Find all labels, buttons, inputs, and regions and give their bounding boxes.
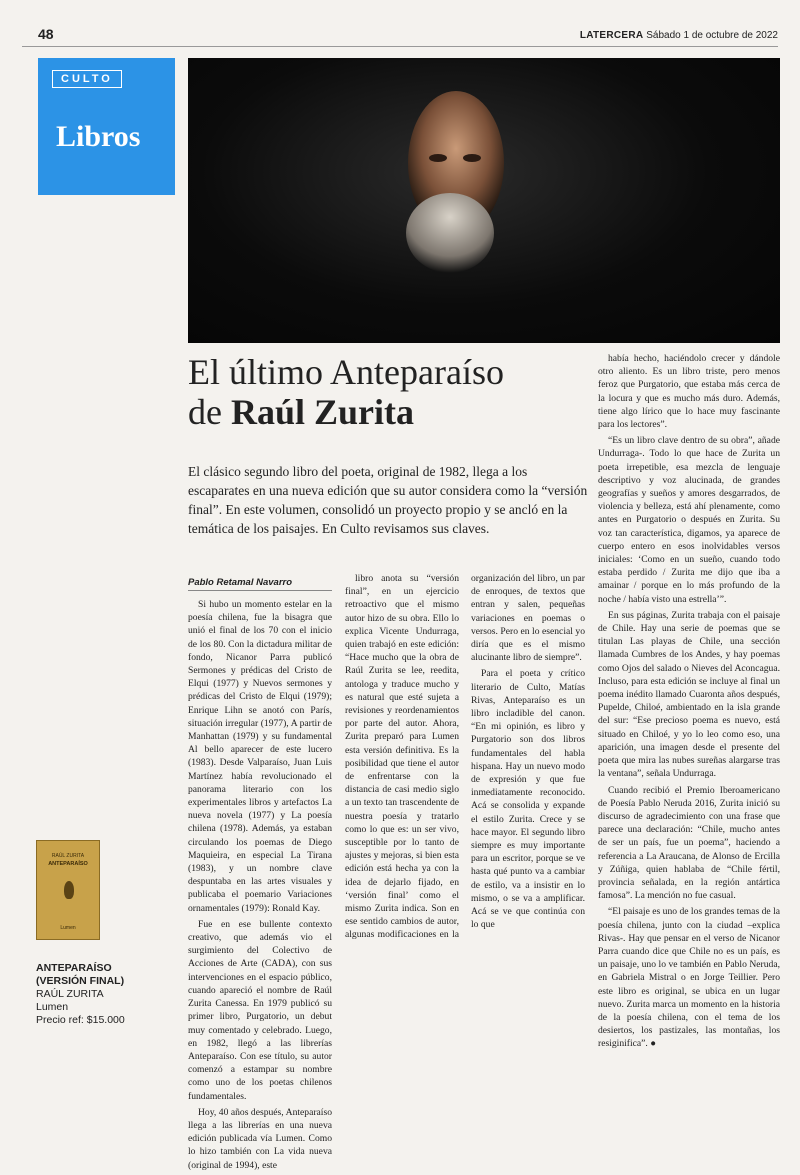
article-column-1 [188, 598, 332, 1175]
headline [188, 352, 588, 432]
portrait-illustration [188, 58, 780, 343]
headline-line2-prefix: de [188, 392, 231, 432]
book-title: ANTEPARAÍSO [36, 962, 112, 974]
masthead-brand: LATERCERA [579, 30, 644, 41]
book-cover-image [36, 840, 100, 940]
section-title: Libros [56, 120, 141, 153]
book-cover-title: ANTEPARAÍSO [48, 861, 88, 867]
book-cover-author: RAÚL ZURITA [51, 853, 85, 859]
book-cover-ornament-icon [64, 881, 74, 899]
article-column-3 [598, 352, 780, 1054]
paragraph: “Es un libro clave dentro de su obra”, añade Undurraga-. Todo lo que hace de Zurita un poeta irrepetible, esa mezcla de lenguaje descriptivo y voz alucinada, de grandes geografías y sueños y amores desgarrados, de violencia y belleza, está ahí plenamente, como antes en Purgatorio o después en Zurita. Su voz tan característica, digamos, ya aparece de cuerpo entero en esos inolvidables versos iniciales: ‘Como en un sueño, cuando todo estaba perdido / Zurita me dijo que iba a amainar / porque en lo más profundo de la noche / había visto una estrella’”. [598, 435, 780, 605]
byline-rule [188, 590, 332, 591]
paragraph: Hoy, 40 años después, Anteparaíso llega a las librerías en una nueva edición publicada vía Lumen. Como lo hizo también con La vida nueva (original de 1994), este [188, 1106, 332, 1171]
paragraph: Para el poeta y crítico literario de Culto, Matías Rivas, Anteparaíso es un libro incladible del canon. “En mi opinión, es libro y Purgatorio son dos libros fundamentales del habla hispana. Hay un nuevo modo de expresión y que fue inmediatamente reconocido. Acá se consolida y expande el estilo Zurita. Crece y se hace mayor. El segundo libro siempre es muy importante para un escritor, porque se ve hasta qué punto va a cambiar de estilo, va a insistir en lo mismo, o se va a amplificar. Acá se ve que continúa con lo que [471, 668, 585, 931]
paragraph: En sus páginas, Zurita trabaja con el paisaje de Chile. Hay una serie de poemas que se titulan Las playas de Chile, una sección llamada Cumbres de los Andes, y hay poemas como Ojos del salado o Nieves del Aconcagua. Incluso, para esta edición se incluye al final un poema inédito llamado Cuaronta años después, Pupelde, Chiloé, ambientado en la isla grande del sur: “Ese precioso poema es nuevo, está situado en Chiloé, y yo lo leo como eso, una aparición, una imagen desde el presente del poeta que mira las nubes sureñas alargarse tras la ventana”, señala Undurraga. [598, 609, 780, 780]
paragraph: Si hubo un momento estelar en la poesía chilena, fue la bisagra que unió el final de los 70 con el inicio de los 80. Con la dictadura militar de fondo, Nicanor Parra publicó Sermones y prédicas del Cristo de Elqui (1977) y Nuevos sermones y prédicas del Cristo de Elqui (1979); Enrique Lihn se anotó con París, situación irregular (1977), A partir de Manhattan (1979) y su fundamental Al bello aparecer de este lucero (1983). Desde Valparaíso, Juan Luis Martínez había revolucionado el panorama literario con los experimentales libros y artefactos La nueva novela (1977) y La poesía chilena (1978). Además, ya estaban circulando los poemas de Diego Maquieira, en especial La Tirana (1983), y un nombre clave despuntaba en las artes visuales y publicaba el poemario Variaciones ornamentales (1979): Ronald Kay. [188, 599, 332, 914]
top-rule [22, 46, 778, 47]
paragraph: Cuando recibió el Premio Iberoamericano de Poesía Pablo Neruda 2016, Zurita inició su discurso de agradecimiento con una frase que parece una declaración: “Chile, mucho antes de ser un país, fue un poema”, haciendo a referencia a La Araucana, de Alonso de Ercilla y Zúñiga, quien hablaba de “Chile fértil, provincia señalada, en la región antártica famosa”. La mención no fue casual. [598, 784, 780, 902]
masthead [580, 30, 778, 41]
headline-author-name: Raúl Zurita [230, 392, 415, 432]
book-publisher: Lumen [36, 1001, 69, 1013]
paragraph: libro anota su “versión final”, en un ejercicio retroactivo que el mismo autor hizo de su obra. Ello lo explica Vicente Undurraga, quien trabajó en este edición: “Hace mucho que la obra de Raúl Zurita se lee, reedita, antologa y traduce mucho y es natural que esté sujeta a revisiones y reordenamientos por parte del autor. Ahora, Zurita preparó para Lumen esta versión definitiva. Es la posibilidad que tiene el autor de enfrentarse con la distancia de casi medio siglo a un texto tan trascendente de nuestra poesía y tratarlo como lo que es: un ser vivo, susceptible por lo tanto de ajustes y mejoras, si bien esta edición está hecha ya con la idea de dejarlo fijado, en ‘versión final’ como el mismo Zurita indica. Son en ese sentido cambios de autor, algunas modificaciones en la organización del libro, un par de enroques, de textos que entran y salen, pequeñas variaciones en poemas o versos. Pero en lo esencial yo diría que es el mismo alucinante libro de siempre”. [345, 573, 585, 941]
paragraph: había hecho, haciéndolo crecer y dándole otro aliento. Es un libro triste, pero menos feroz que Purgatorio, que estaba más cerca de la locura y que es mucho más duro. Además, tiene algo lírico que lo hace muy fascinante para los lectores”. [598, 353, 780, 431]
article-deck: El clásico segundo libro del poeta, original de 1982, llega a los escaparates en una nueva edición que su autor considera como la “versión final”. En este volumen, consolidó un proyecto propio y se ancló en la temática de los paisajes. En Culto revisamos sus claves. [188, 464, 588, 536]
page-number: 48 [38, 26, 54, 42]
book-cover-publisher: Lumen [60, 925, 76, 931]
author-portrait-photo [188, 58, 780, 343]
section-box [38, 58, 175, 195]
paragraph: “El paisaje es uno de los grandes temas de la poesía chilena, junto con la ciudad –explica Rivas-. Hay que pensar en el verso de Nicanor Parra cuando dice que Chile no es un país, es un paisaje, uno lo ve también en Pablo Neruda, en Gabriela Mistral o en Jorge Teillier. Pero este libro es original, se ubica en un lugar nuevo. Zurita marca un momento en la historia de la poesía chilena, con el tema de los desiertos, los pastizales, las montañas, los resiginifica”. ● [598, 906, 780, 1050]
masthead-date: Sábado 1 de octubre de 2022 [646, 30, 778, 41]
headline-line1: El último Anteparaíso [188, 352, 504, 392]
book-edition: (VERSIÓN FINAL) [36, 975, 125, 987]
byline: Pablo Retamal Navarro [188, 577, 293, 588]
article-column-2 [345, 572, 585, 942]
culto-tag: CULTO [52, 70, 122, 88]
paragraph: Fue en ese bullente contexto creativo, que además vio el surgimiento del Colectivo de Acciones de Arte (CADA), con sus intervenciones en el espacio público, cuando apareció el nombre de Raúl Zurita Canessa. En 1979 publicó su primer libro, Purgatorio, un debut muy comentado y celebrado. Luego, en 1982, llegó a las librerías Anteparaíso. Con ese título, su autor comenzó a estampar su nombre como uno de los poetas chilenos fundamentales. [188, 918, 332, 1102]
book-author: RAÚL ZURITA [36, 988, 104, 1000]
book-price: Precio ref: $15.000 [36, 1014, 125, 1026]
book-info [36, 962, 176, 1027]
